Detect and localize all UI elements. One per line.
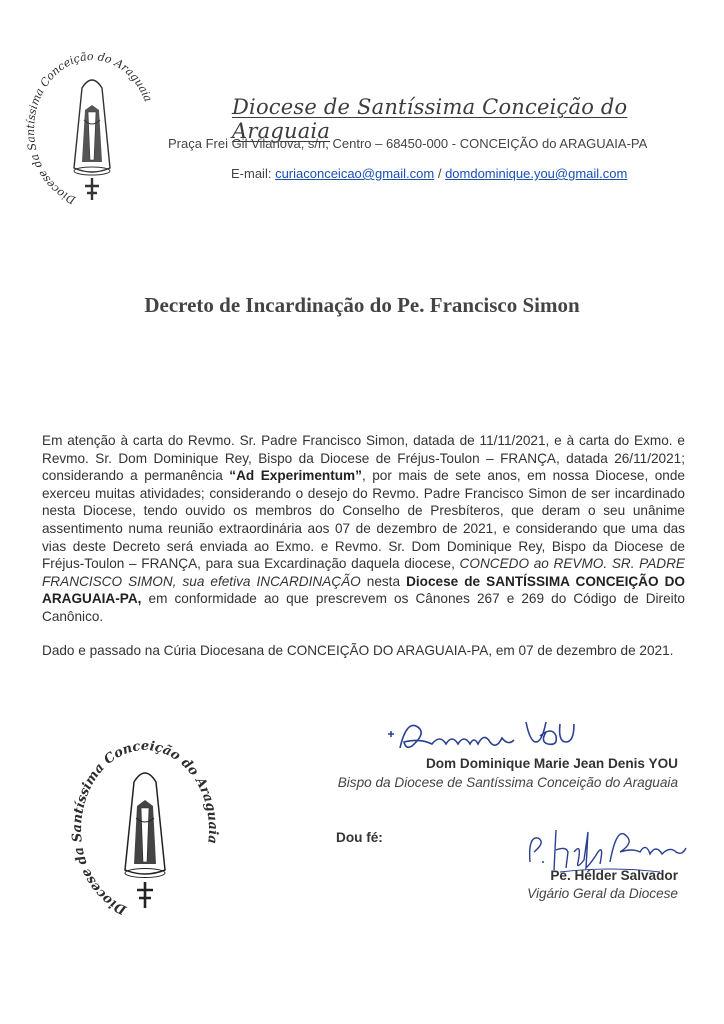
diocese-seal-stamp: [70, 738, 220, 920]
ad-experimentum-text: “Ad Experimentum”: [229, 468, 362, 484]
text-run: , por mais de sete anos, em nossa Diocese, onde exerceu muitas atividades; considerando o desejo do Revmo. Padre Francisco Simon de ser incardinado nesta Diocese, tendo ouvido os membros do Conselho de Presbíteros, que deram o seu unânime assentimento numa reunião extraordinária aos 07 de dezembro de 2021, e considerando que uma das vias deste Decreto será enviada ao Exmo. e Revmo. Sr. Dom Dominique Rey, Bispo da Diocese de Fréjus-Toulon – FRANÇA, para sua Excardinação daquela diocese,: [42, 468, 685, 572]
diocese-address: Praça Frei Gil Vilanova, s/n, Centro – 68450-000 - CONCEIÇÃO do ARAGUAIA-PA: [168, 136, 648, 151]
diocese-name-bold: Diocese de SANTÍSSIMA CONCEIÇÃO DO ARAGUAIA-PA,: [42, 573, 685, 607]
email-separator: /: [434, 166, 446, 181]
seal-ring-text: Diocese da Santíssima Conceição do Araguaia: [23, 50, 155, 207]
decree-title: Decreto de Incardinação do Pe. Francisco Simon: [144, 293, 580, 317]
bishop-name: Dom Dominique Marie Jean Denis YOU: [425, 756, 678, 771]
stamp-ring-text: Diocese da Santíssima Conceição do Araguaia: [70, 738, 220, 918]
diocese-seal-logo: [22, 50, 162, 210]
vicar-role: Vigário Geral da Diocese: [527, 886, 678, 901]
email-label: E-mail:: [231, 166, 276, 181]
email-link-curia[interactable]: curiaconceicao@gmail.com: [275, 166, 435, 181]
decree-body: [42, 432, 685, 675]
concession-text: CONCEDO ao REVMO. SR. PADRE FRANCISCO SIMON, sua efetiva INCARDINAÇÃO: [42, 556, 685, 589]
date-paragraph: Dado e passado na Cúria Diocesana de CONCEIÇÃO DO ARAGUAIA-PA, em 07 de dezembro de 2021.: [42, 642, 674, 658]
text-run: em conformidade ao que prescrevem os Cânones 267 e 269 do Código de Direito Canônico.: [42, 591, 685, 624]
bishop-role: Bispo da Diocese de Santíssima Conceição do Araguaia: [337, 775, 678, 790]
email-link-bishop[interactable]: domdominique.you@gmail.com: [445, 166, 628, 181]
contact-emails: [231, 166, 701, 181]
vicar-name: Pe. Hélder Salvador: [550, 868, 678, 883]
dou-fe-label: Dou fé:: [336, 830, 383, 845]
decree-paragraph: [42, 432, 685, 626]
text-run: nesta: [360, 573, 407, 589]
bishop-signature: [380, 712, 580, 760]
diocese-header-title: Diocese de Santíssima Conceição do Araguaia: [232, 95, 628, 143]
text-run: Em atenção à carta do Revmo. Sr. Padre Francisco Simon, datada de 11/11/2021, e à carta do Exmo. e Revmo. Sr. Dom Dominique Rey, Bispo da Diocese de Fréjus-Toulon – FRANÇA, datada 26/11/2021; considerando a permanência: [42, 433, 685, 484]
